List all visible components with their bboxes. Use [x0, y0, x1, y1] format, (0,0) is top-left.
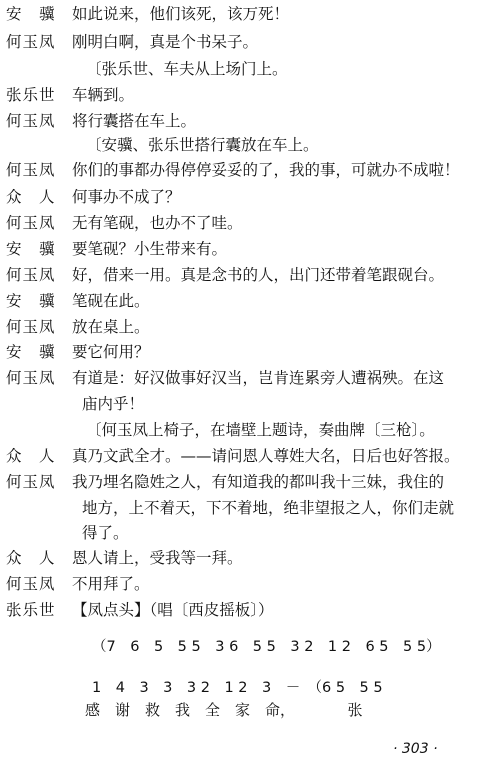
dialogue-line	[6, 574, 496, 594]
jianpu-notation-line-2: 1 4 3 3 3 2 1 2 3 － （6 5 5 5	[92, 680, 383, 696]
speaker-name: 众 人	[6, 188, 56, 206]
dialogue-line	[6, 85, 496, 105]
dialogue-line	[6, 291, 496, 311]
dialogue-continuation: 地方，上不着天，下不着地，绝非望报之人，你们走就	[82, 499, 455, 517]
dialogue-text: 如此说来，他们该死，该万死！	[72, 5, 290, 23]
speaker-name: 何玉凤	[6, 112, 56, 130]
dialogue-line	[6, 446, 496, 466]
dialogue-text: 不用拜了。	[72, 575, 150, 593]
speaker-name: 安 骥	[6, 292, 56, 310]
dialogue-continuation: 得了。	[82, 524, 129, 542]
dialogue-line	[6, 472, 496, 492]
dialogue-text: 笔砚在此。	[72, 292, 150, 310]
dialogue-text: 要笔砚？小生带来有。	[72, 240, 228, 258]
speaker-name: 安 骥	[6, 5, 56, 23]
dialogue-text: 放在桌上。	[72, 318, 150, 336]
dialogue-line	[6, 4, 496, 24]
dialogue-line	[6, 213, 496, 233]
dialogue-text: 真乃文武全才。——请问恩人尊姓大名，日后也好答报。	[72, 447, 460, 465]
speaker-name: 何玉凤	[6, 214, 56, 232]
dialogue-text: 我乃埋名隐姓之人，有知道我的都叫我十三妹，我住的	[72, 473, 445, 491]
dialogue-text: 车辆到。	[72, 86, 135, 104]
dialogue-text: 将行囊搭在车上。	[72, 112, 197, 130]
dialogue-text: 要它何用？	[72, 343, 150, 361]
dialogue-text: 好，借来一用。真是念书的人，出门还带着笔跟砚台。	[72, 266, 445, 284]
dialogue-line	[6, 317, 496, 337]
stage-direction: 〔何玉凤上椅子，在墙壁上题诗，奏曲牌〔三枪〕。	[86, 421, 435, 439]
dialogue-line	[6, 32, 496, 52]
page-number: · 303 ·	[393, 741, 438, 757]
dialogue-continuation: 庙内乎！	[82, 395, 145, 413]
speaker-name: 张乐世	[6, 86, 56, 104]
speaker-name: 何玉凤	[6, 575, 56, 593]
dialogue-text: 有道是：好汉做事好汉当，岂肯连累旁人遭祸殃。在这	[72, 369, 445, 387]
dialogue-text: 你们的事都办得停停妥妥的了，我的事，可就办不成啦！	[72, 161, 460, 179]
speaker-name: 众 人	[6, 447, 56, 465]
stage-direction: 〔安骥、张乐世搭行囊放在车上。	[86, 136, 319, 154]
dialogue-line	[6, 160, 496, 180]
speaker-name: 何玉凤	[6, 369, 56, 387]
speaker-name: 何玉凤	[6, 473, 56, 491]
speaker-name: 何玉凤	[6, 318, 56, 336]
speaker-name: 何玉凤	[6, 266, 56, 284]
jianpu-notation-line-1: （7 6 5 5 5 3 6 5 5 3 2 1 2 6 5 5 5）	[92, 639, 441, 655]
lyrics-line: 感 谢 救 我 全 家 命， 张	[85, 701, 363, 719]
dialogue-text: 刚明白啊，真是个书呆子。	[72, 33, 259, 51]
dialogue-text: 无有笔砚，也办不了哇。	[72, 214, 243, 232]
dialogue-text: 【凤点头】（唱〔西皮摇板〕）	[72, 601, 274, 619]
dialogue-line	[6, 342, 496, 362]
dialogue-line	[6, 265, 496, 285]
speaker-name: 众 人	[6, 549, 56, 567]
dialogue-line	[6, 187, 496, 207]
speaker-name: 张乐世	[6, 601, 56, 619]
speaker-name: 安 骥	[6, 343, 56, 361]
speaker-name: 何玉凤	[6, 161, 56, 179]
speaker-name: 何玉凤	[6, 33, 56, 51]
dialogue-text: 恩人请上，受我等一拜。	[72, 549, 243, 567]
dialogue-line	[6, 600, 496, 620]
stage-direction: 〔张乐世、车夫从上场门上。	[86, 60, 288, 78]
dialogue-line	[6, 239, 496, 259]
dialogue-line	[6, 111, 496, 131]
dialogue-text: 何事办不成了？	[72, 188, 181, 206]
dialogue-line	[6, 368, 496, 388]
dialogue-line	[6, 548, 496, 568]
speaker-name: 安 骥	[6, 240, 56, 258]
